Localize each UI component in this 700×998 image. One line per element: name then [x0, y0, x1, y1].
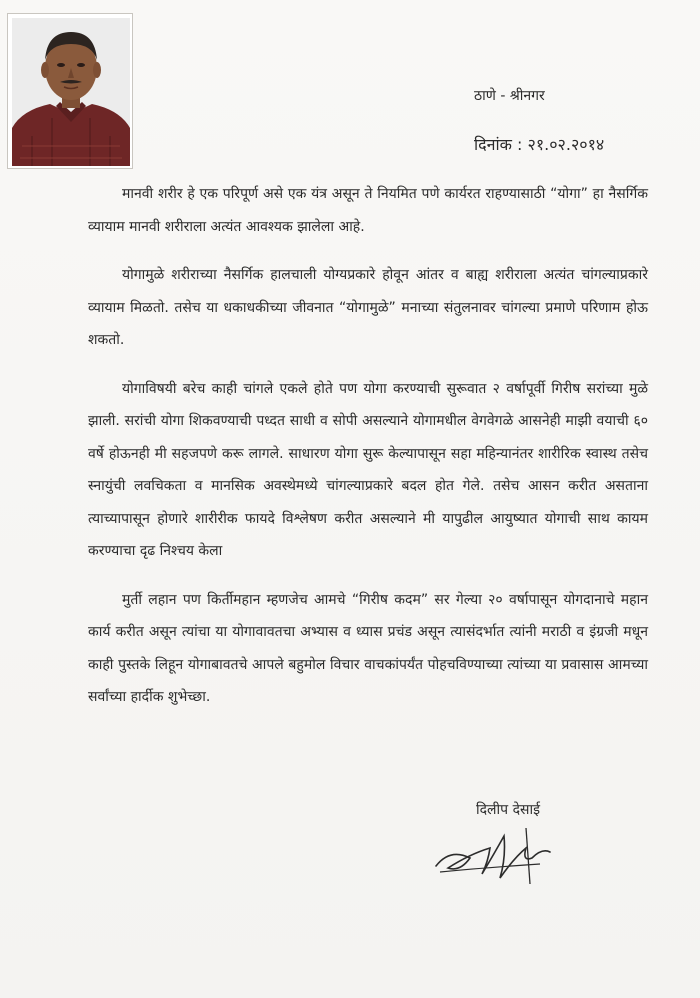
portrait-photo [7, 13, 133, 169]
portrait-image [12, 18, 130, 166]
letter-place: ठाणे - श्रीनगर [474, 88, 545, 104]
paragraph-2: योगामुळे शरीराच्या नैसर्गिक हालचाली योग्यप्रकारे होवून आंतर व बाह्य शरीराला अत्यंत चांगल्याप्रकारे व्यायाम मिळतो. तसेच या धकाधकीच्या जीवनात “योगामुळे” मनाच्या संतुलनावर चांगल्या प्रमाणे परिणाम होऊ शकतो. [88, 267, 648, 348]
letter-date: दिनांक : २१.०२.२०१४ [474, 135, 605, 154]
signature-mark [430, 818, 560, 890]
paragraph-3: योगाविषयी बरेच काही चांगले एकले होते पण योगा करण्याची सुरूवात २ वर्षापूर्वी गिरीष सरांच्या मुळे झाली. सरांची योगा शिकवण्याची पध्दत साधी व सोपी असल्याने योगामधील वेगवेगळे आसनेही माझी वयाची ६० वर्षे होऊनही मी सहजपणे करू लागले. साधारण योगा सुरू केल्यापासून सहा महिन्यानंतर शारीरिक स्वास्थ तसेच स्नायुंची लवचिकता व मानसिक अवस्थेमध्ये चांगल्याप्रकारे बदल होत गेले. तसेच आसन करीत असताना त्याच्यापासून होणारे शारीरीक फायदे विश्लेषण करीत असल्याने मी यापुढील आयुष्यात योगाची साथ कायम करण्याचा दृढ निश्चय केला [88, 380, 648, 559]
paragraph-4: मुर्ती लहान पण किर्तीमहान म्हणजेच आमचे “गिरीष कदम” सर गेल्या २० वर्षापासून योगदानाचे महान कार्य करीत असून त्यांचा या योगावावतचा अभ्यास व ध्यास प्रचंड असून त्यासंदर्भात त्यांनी मराठी व इंग्रजी मधून काही पुस्तके लिहून योगाबावतचे आपले बहुमोल विचार वाचकांपर्यंत पोहचविण्याच्या त्यांच्या या प्रवासास आमच्या सर्वांच्या हार्दीक शुभेच्छा. [88, 591, 648, 705]
letter-body [88, 178, 648, 730]
paragraph-1: मानवी शरीर हे एक परिपूर्ण असे एक यंत्र असून ते नियमित पणे कार्यरत राहण्यासाठी “योगा” हा नैसर्गिक व्यायाम मानवी शरीराला अत्यंत आवश्यक झालेला आहे. [88, 186, 648, 235]
signer-name: दिलीप देसाई [476, 802, 540, 818]
